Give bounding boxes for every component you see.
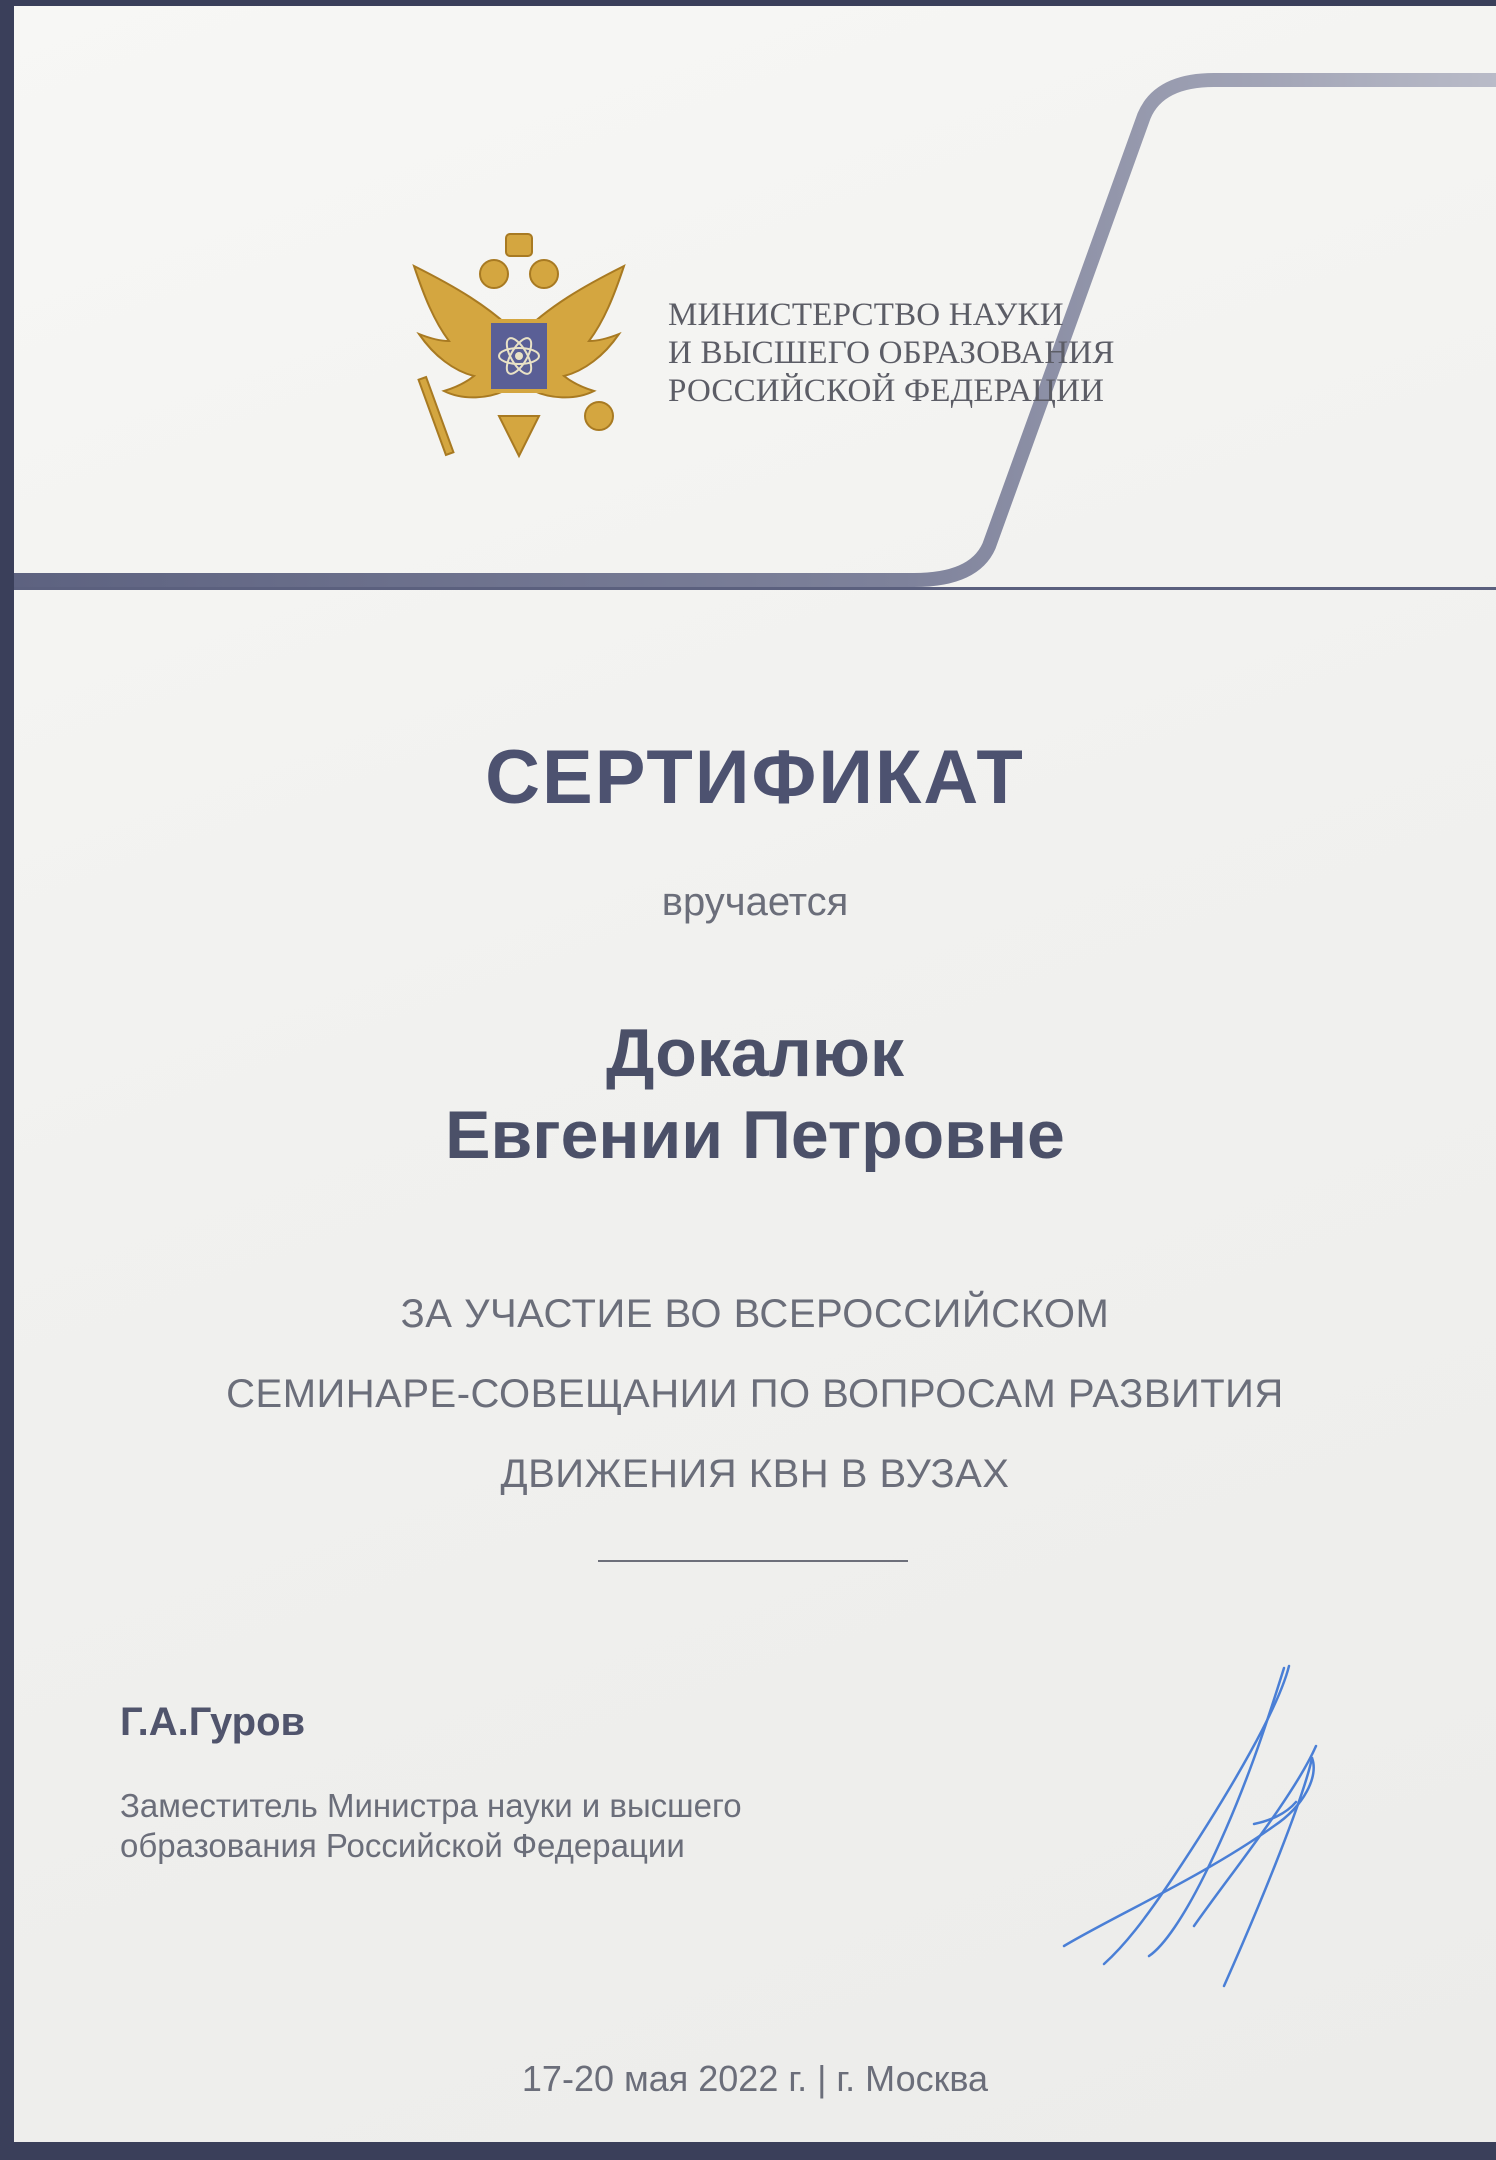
- recipient-line-2: Евгении Петровне: [445, 1097, 1065, 1173]
- signer-name: Г.А.Гуров: [120, 1700, 306, 1744]
- certificate-title: СЕРТИФИКАТ: [485, 735, 1025, 820]
- date-place: 17-20 мая 2022 г. | г. Москва: [521, 2058, 989, 2099]
- ministry-name: [668, 296, 1115, 410]
- award-reason: [14, 1274, 1496, 1514]
- awarded-text: вручается: [661, 880, 849, 924]
- recipient-name: [14, 1012, 1496, 1176]
- double-headed-eagle-emblem-icon: [394, 226, 644, 476]
- ministry-line-2: И ВЫСШЕГО ОБРАЗОВАНИЯ: [668, 335, 1115, 371]
- certificate-page: [14, 6, 1496, 2142]
- divider-line: [598, 1560, 908, 1562]
- signer-position-line-2: образования Российской Федерации: [120, 1827, 685, 1864]
- handwritten-signature-icon: [1054, 1646, 1354, 2006]
- reason-line-3: ДВИЖЕНИЯ КВН В ВУЗАХ: [500, 1452, 1010, 1496]
- recipient-line-1: Докалюк: [606, 1015, 904, 1091]
- ministry-line-3: РОССИЙСКОЙ ФЕДЕРАЦИИ: [668, 373, 1105, 409]
- signer-position: [120, 1786, 742, 1866]
- ministry-line-1: МИНИСТЕРСТВО НАУКИ: [668, 297, 1064, 333]
- reason-line-1: ЗА УЧАСТИЕ ВО ВСЕРОССИЙСКОМ: [400, 1292, 1110, 1336]
- reason-line-2: СЕМИНАРЕ-СОВЕЩАНИИ ПО ВОПРОСАМ РАЗВИТИЯ: [226, 1372, 1284, 1416]
- signer-position-line-1: Заместитель Министра науки и высшего: [120, 1787, 742, 1824]
